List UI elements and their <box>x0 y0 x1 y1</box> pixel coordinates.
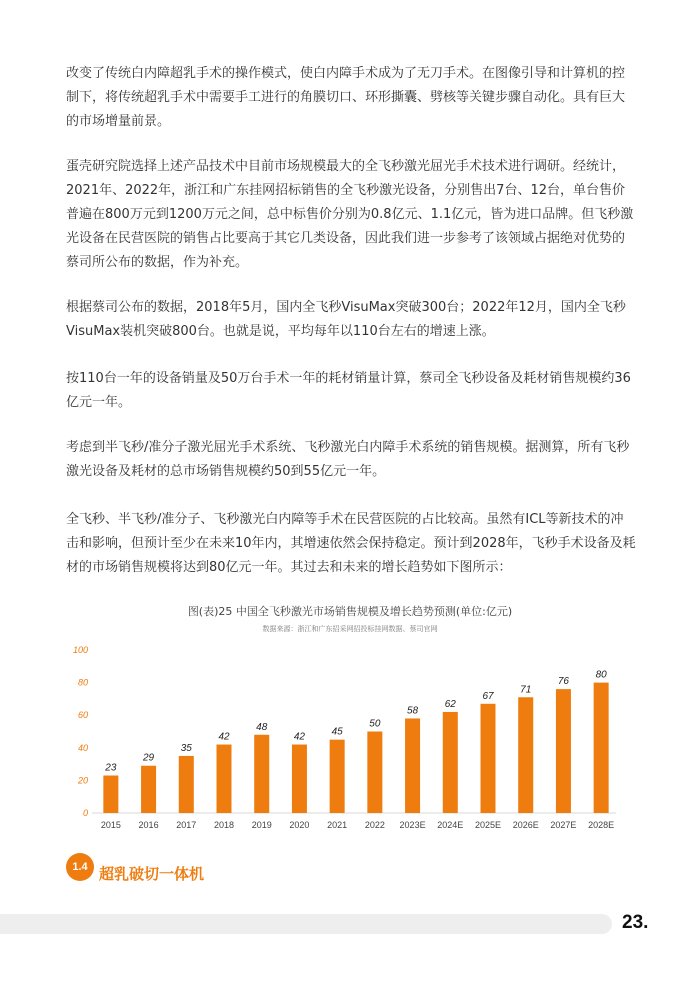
bar <box>330 740 345 813</box>
footer-bar <box>0 914 612 934</box>
paragraph-3: 根据蔡司公布的数据，2018年5月，国内全飞秒VisuMax突破300台；2022年12月，国内全飞秒VisuMax装机突破800台。也就是说，平均每年以110台左右的增速上涨。 <box>66 300 626 339</box>
bar <box>292 745 307 813</box>
y-tick-label: 60 <box>77 710 88 721</box>
x-tick-label: 2016 <box>138 820 159 830</box>
paragraph-4: 按110台一年的设备销量及50万台手术一年的耗材销量计算，蔡司全飞秒设备及耗材销售规模约36亿元一年。 <box>66 371 631 410</box>
bar <box>103 776 118 813</box>
section-heading <box>66 852 204 882</box>
x-tick-label: 2028E <box>588 820 615 830</box>
data-label: 45 <box>331 726 343 738</box>
bar <box>594 683 609 813</box>
bar <box>367 732 382 814</box>
bar <box>217 745 232 813</box>
y-tick-label: 0 <box>82 808 88 818</box>
data-label: 42 <box>293 731 305 743</box>
bar <box>254 735 269 813</box>
data-label: 50 <box>369 718 381 730</box>
bar <box>443 712 458 813</box>
x-tick-label: 2025E <box>474 820 502 830</box>
data-label: 76 <box>557 676 569 688</box>
data-label: 23 <box>105 762 117 774</box>
data-label: 71 <box>520 684 532 696</box>
bar <box>518 697 533 813</box>
x-tick-label: 2018 <box>213 820 235 830</box>
section-title: 超乳破切一体机 <box>99 864 205 883</box>
x-tick-label: 2027E <box>550 820 577 830</box>
x-tick-label: 2026E <box>512 820 539 830</box>
chart-source: 数据来源：浙江和广东招采网招投标挂网数据、蔡司官网 <box>262 625 438 633</box>
data-label: 58 <box>407 705 419 717</box>
bar <box>141 766 156 813</box>
data-label: 42 <box>218 731 230 743</box>
paragraph-6: 全飞秒、半飞秒/准分子、飞秒激光白内障等手术在民营医院的占比较高。虽然有ICL等新技术的冲击和影响，但预计至少在未来10年内，其增速依然会保持稳定。预计到2028年，飞秒手术设备及耗材的市场销售规模将达到80亿元一年。其过去和未来的增长趋势如下图所示： <box>66 512 636 575</box>
data-label: 35 <box>180 742 192 754</box>
bar <box>481 704 496 813</box>
bar <box>405 718 420 813</box>
x-tick-label: 2023E <box>399 820 426 830</box>
x-tick-label: 2015 <box>100 820 121 830</box>
data-label: 29 <box>143 752 155 764</box>
x-tick-label: 2020 <box>289 820 310 830</box>
y-tick-label: 100 <box>72 645 88 655</box>
data-label: 67 <box>482 690 494 702</box>
bar-chart <box>0 640 700 840</box>
x-tick-label: 2021 <box>327 820 348 830</box>
y-tick-label: 20 <box>77 775 88 786</box>
paragraph-5: 考虑到半飞秒/准分子激光屈光手术系统、飞秒激光白内障手术系统的销售规模。据测算，所有飞秒激光设备及耗材的总市场销售规模约50到55亿元一年。 <box>66 440 630 479</box>
data-label: 48 <box>256 721 268 733</box>
x-tick-label: 2022 <box>364 820 385 830</box>
x-tick-label: 2024E <box>437 820 464 830</box>
bar <box>179 756 194 813</box>
paragraph-1: 改变了传统白内障超乳手术的操作模式，使白内障手术成为了无刀手术。在图像引导和计算机的控制下，将传统超乳手术中需要手工进行的角膜切口、环形撕囊、劈核等关键步骤自动化。具有巨大的市场增量前景。 <box>66 66 626 129</box>
y-tick-label: 80 <box>77 677 88 688</box>
chart-title: 图(表)25 中国全飞秒激光市场销售规模及增长趋势预测(单位:亿元) <box>187 605 513 618</box>
section-number-badge: 1.4 <box>66 853 94 881</box>
paragraph-2: 蛋壳研究院选择上述产品技术中目前市场规模最大的全飞秒激光屈光手术技术进行调研。经统计，2021年、2022年，浙江和广东挂网招标销售的全飞秒激光设备，分别售出7台、12台，单台售价普遍在800万元到1200万元之间，总中标售价分别为0.8亿元、1.1亿元，皆为进口品牌。但飞秒激光设备在民营医院的销售占比要高于其它几类设备，因此我们进一步参考了该领域占据绝对优势的蔡司所公布的数据，作为补充。 <box>66 159 634 270</box>
data-label: 80 <box>595 669 607 681</box>
bar <box>556 689 571 813</box>
page-number: 23. <box>622 912 649 933</box>
data-label: 62 <box>444 698 456 710</box>
y-tick-label: 40 <box>77 742 88 753</box>
x-tick-label: 2019 <box>251 820 272 830</box>
x-tick-label: 2017 <box>176 820 197 830</box>
